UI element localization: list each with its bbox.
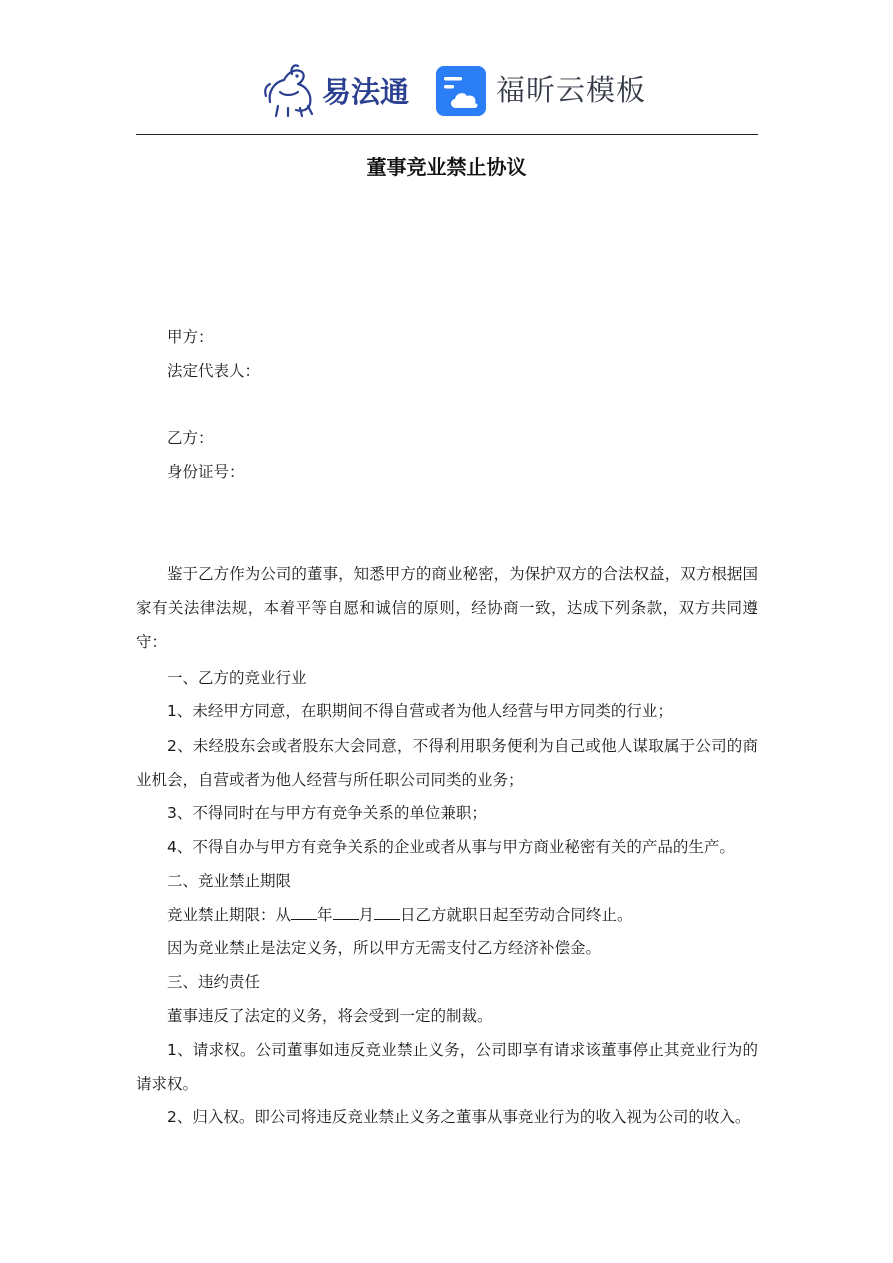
party-b-label: 乙方： <box>167 429 214 447</box>
party-a-rep-label: 法定代表人： <box>167 362 261 380</box>
yifatong-logo <box>262 62 414 118</box>
fuxin-cloud-icon <box>436 66 486 116</box>
section3-heading: 三、违约责任 <box>167 973 261 991</box>
day-blank <box>374 903 400 920</box>
year-label: 年 <box>317 906 333 924</box>
yifatong-logo-text: 易法通 <box>322 75 410 109</box>
year-blank <box>291 903 317 920</box>
period-prefix: 竞业禁止期限：从 <box>167 906 292 924</box>
section2-period-line <box>167 903 633 926</box>
section1-item1: 1、未经甲方同意，在职期间不得自营或者为他人经营与甲方同类的行业； <box>167 702 673 720</box>
month-label: 月 <box>358 906 375 924</box>
party-a-label: 甲方： <box>167 328 214 346</box>
section3-intro: 董事违反了法定的义务，将会受到一定的制裁。 <box>167 1007 493 1025</box>
section2-note: 因为竞业禁止是法定义务，所以甲方无需支付乙方经济补偿金。 <box>167 939 602 957</box>
month-blank <box>333 903 359 920</box>
page-header <box>0 0 893 134</box>
section2-heading: 二、竞业禁止期限 <box>167 872 292 890</box>
section1-item3: 3、不得同时在与甲方有竞争关系的单位兼职； <box>167 804 487 822</box>
section1-item2: 2、未经股东会或者股东大会同意，不得利用职务便利为自己或他人谋取属于公司的商业机会，自营或者为他人经营与所任职公司同类的业务； <box>136 737 758 789</box>
period-suffix: 日乙方就职日起至劳动合同终止。 <box>400 906 633 924</box>
document-title: 董事竞业禁止协议 <box>366 155 527 179</box>
fuxin-brand-text: 福昕云模板 <box>496 73 647 107</box>
section1-heading: 一、乙方的竞业行业 <box>167 669 307 687</box>
section1-item4: 4、不得自办与甲方有竞争关系的企业或者从事与甲方商业秘密有关的产品的生产。 <box>167 838 735 856</box>
party-b-id-label: 身份证号： <box>167 463 245 481</box>
preamble-paragraph: 鉴于乙方作为公司的董事，知悉甲方的商业秘密，为保护双方的合法权益，双方根据国家有关法律法规，本着平等自愿和诚信的原则，经协商一致，达成下列条款，双方共同遵守： <box>136 565 758 651</box>
header-divider <box>136 134 758 135</box>
section3-item2: 2、归入权。即公司将违反竞业禁止义务之董事从事竞业行为的收入视为公司的收入。 <box>167 1108 751 1126</box>
section3-item1: 1、请求权。公司董事如违反竞业禁止义务，公司即享有请求该董事停止其竞业行为的请求权。 <box>136 1041 758 1093</box>
